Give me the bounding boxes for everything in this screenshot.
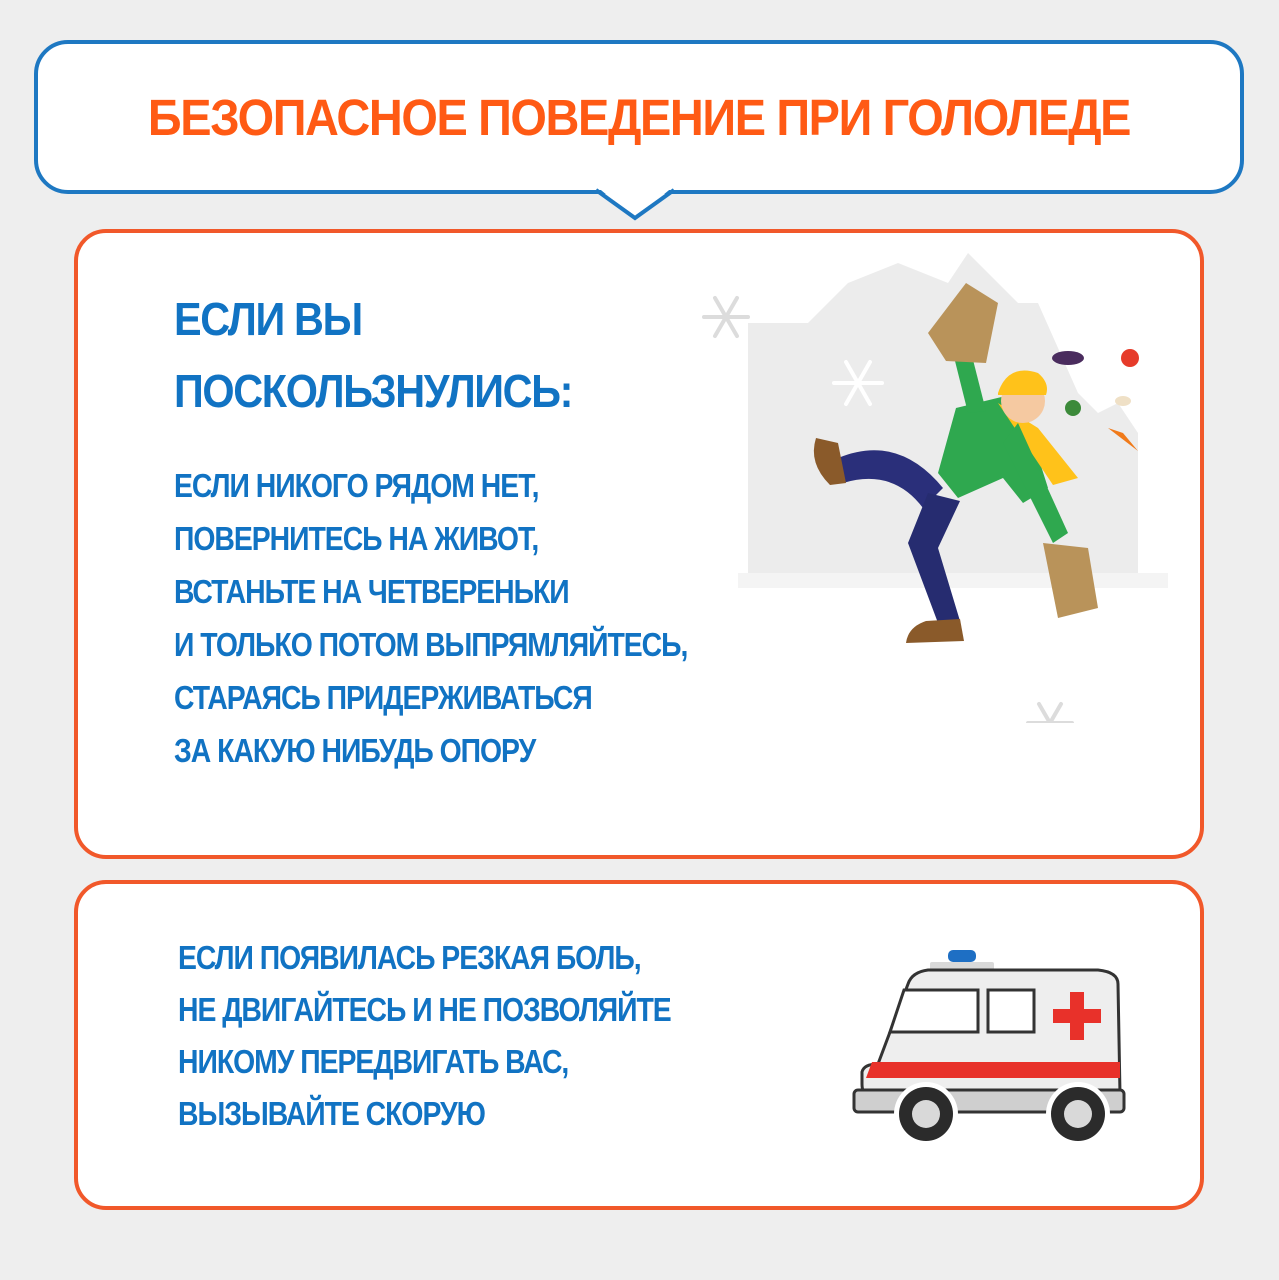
eggplant-icon: [1052, 351, 1084, 365]
instruction-line: ЕСЛИ НИКОГО РЯДОМ НЕТ,: [174, 467, 539, 504]
title-bubble: [34, 40, 1244, 194]
ambulance-icon: [848, 944, 1148, 1174]
instruction-line: ЗА КАКУЮ НИБУДЬ ОПОРУ: [174, 732, 536, 769]
pain-line: ВЫЗЫВАЙТЕ СКОРУЮ: [178, 1095, 485, 1132]
pain-line: ЕСЛИ ПОЯВИЛАСЬ РЕЗКАЯ БОЛЬ,: [178, 939, 641, 976]
pain-line: НЕ ДВИГАЙТЕСЬ И НЕ ПОЗВОЛЯЙТЕ: [178, 991, 671, 1028]
page-title: БЕЗОПАСНОЕ ПОВЕДЕНИЕ ПРИ ГОЛОЛЕДЕ: [147, 88, 1131, 146]
pain-instructions: [178, 932, 671, 1140]
tomato-icon: [1121, 349, 1139, 367]
pain-card: [74, 880, 1204, 1210]
snowflake-icon: [1028, 704, 1072, 723]
instruction-line: И ТОЛЬКО ПОТОМ ВЫПРЯМЛЯЙТЕСЬ,: [174, 626, 688, 663]
instruction-line: ВСТАНЬТЕ НА ЧЕТВЕРЕНЬКИ: [174, 573, 569, 610]
slip-heading-line: ЕСЛИ ВЫ: [174, 293, 362, 345]
instruction-line: ПОВЕРНИТЕСЬ НА ЖИВОТ,: [174, 520, 539, 557]
instruction-line: СТАРАЯСЬ ПРИДЕРЖИВАТЬСЯ: [174, 679, 592, 716]
wheel-icon: [894, 1082, 958, 1146]
slip-heading: [174, 283, 572, 427]
snowflake-icon: [704, 298, 748, 336]
slip-heading-line: ПОСКОЛЬЗНУЛИСЬ:: [174, 365, 573, 417]
pain-line: НИКОМУ ПЕРЕДВИГАТЬ ВАС,: [178, 1043, 569, 1080]
wheel-icon: [1046, 1082, 1110, 1146]
bubble-tail: [596, 186, 674, 220]
slipping-man-icon: [698, 243, 1198, 723]
slip-instructions: [174, 459, 687, 777]
slip-card: [74, 229, 1204, 859]
